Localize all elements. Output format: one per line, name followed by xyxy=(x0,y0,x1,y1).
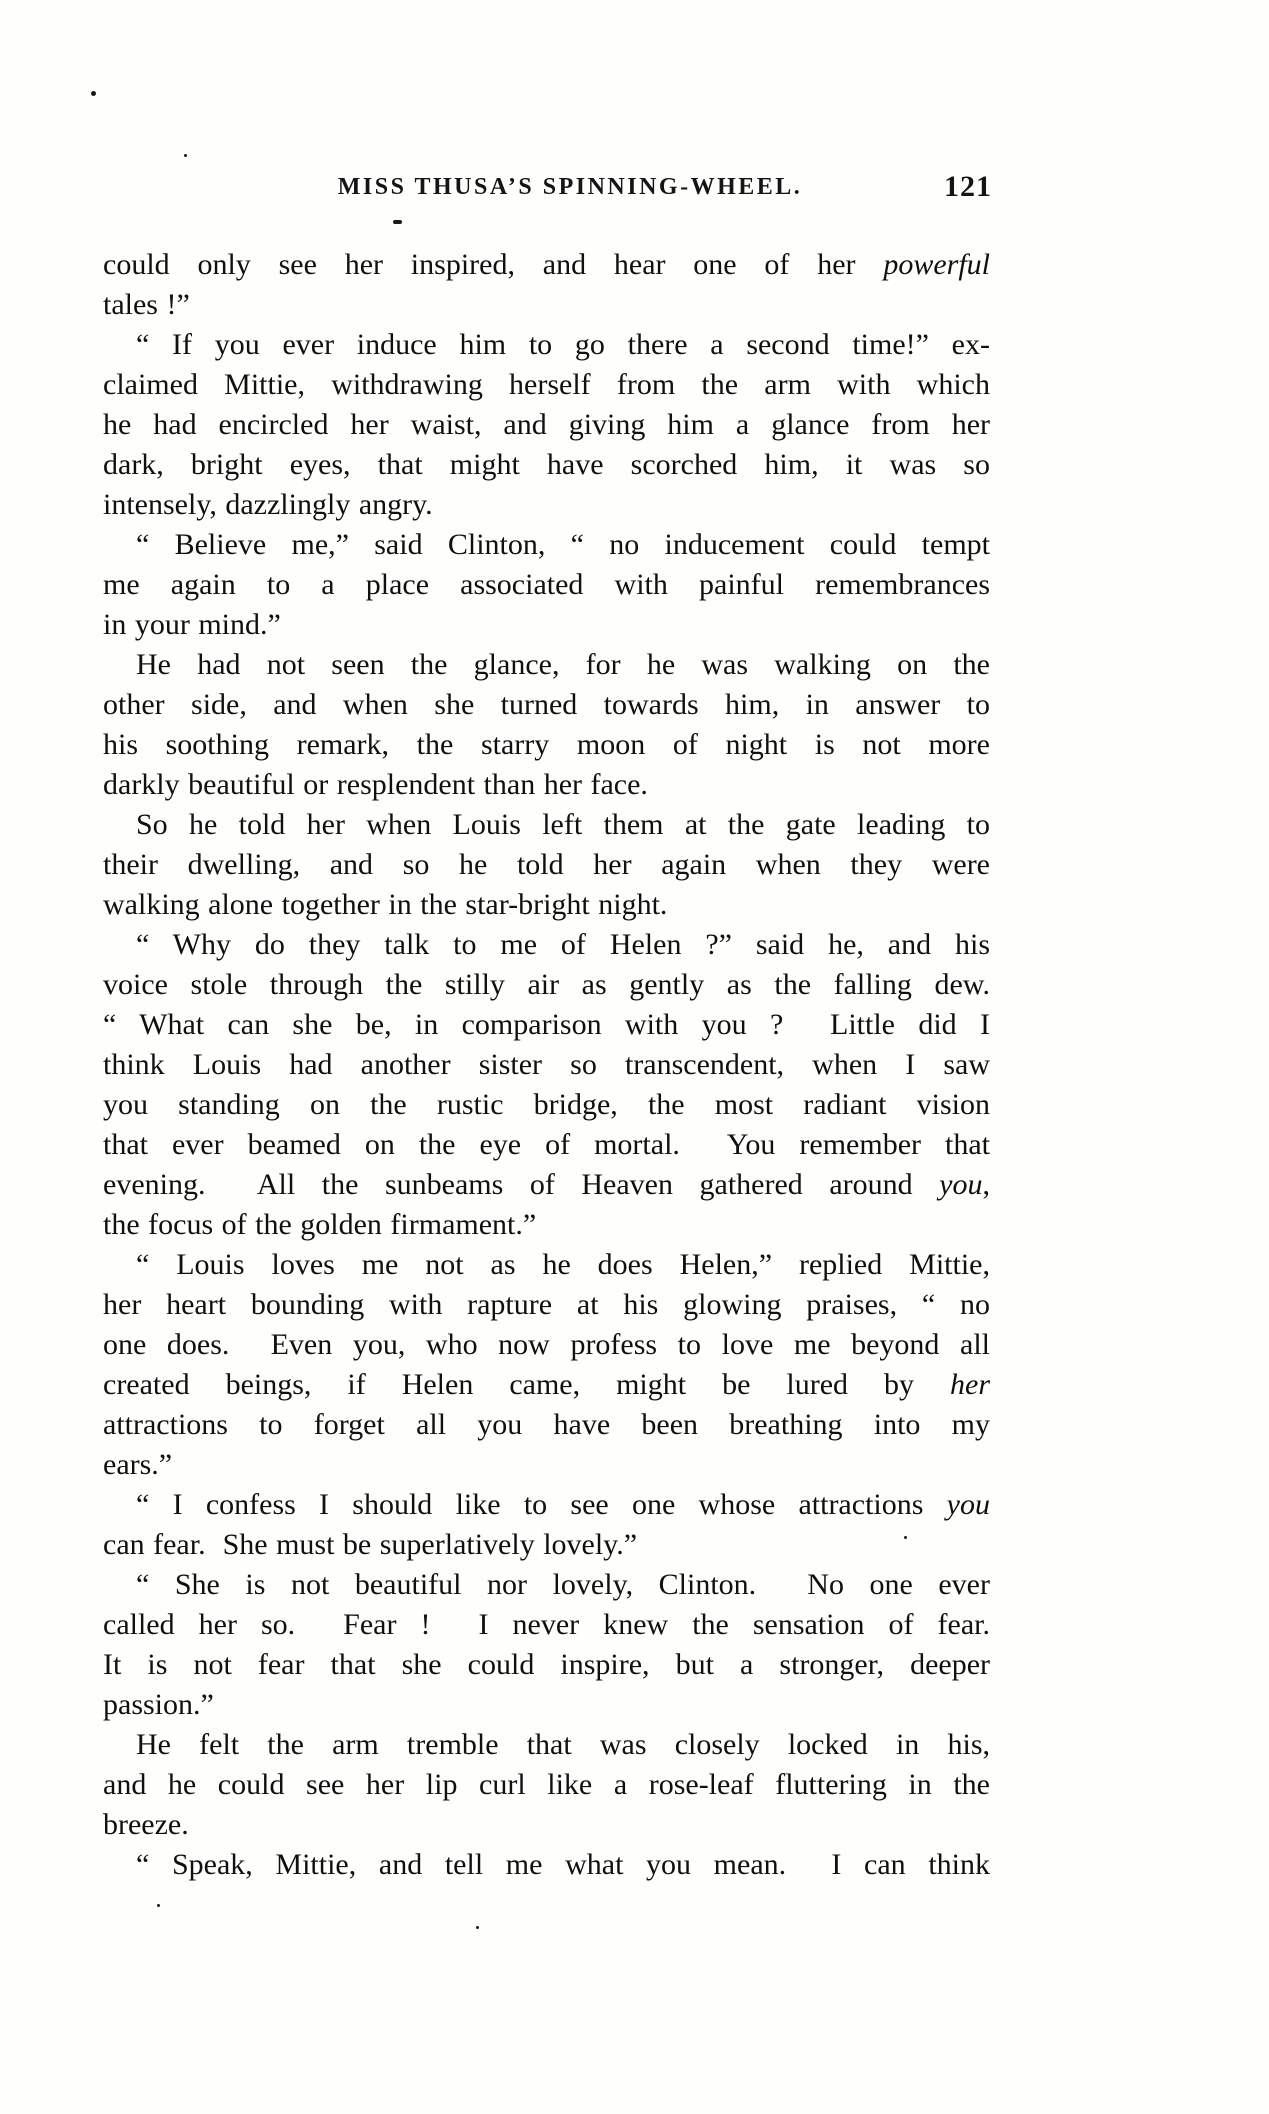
text-line: He felt the arm tremble that was closely locked in his, xyxy=(136,1728,990,1761)
text-line: “ Louis loves me not as he does Helen,” replied Mittie, xyxy=(136,1248,990,1281)
text-line: “ Speak, Mittie, and tell me what you mean. I can think xyxy=(136,1848,990,1881)
text-line: that ever beamed on the eye of mortal. You remember that xyxy=(103,1128,990,1161)
text-line: called her so. Fear ! I never knew the sensation of fear. xyxy=(103,1608,990,1641)
text-line: walking alone together in the star-bright night. xyxy=(103,888,668,921)
text-line: his soothing remark, the starry moon of night is not more xyxy=(103,728,990,761)
text-line: evening. All the sunbeams of Heaven gathered around you, xyxy=(103,1168,990,1201)
text-line: you standing on the rustic bridge, the most radiant vision xyxy=(103,1088,990,1121)
paragraph xyxy=(103,1845,990,1885)
text-line: created beings, if Helen came, might be lured by her xyxy=(103,1368,990,1401)
text-line: can fear. She must be superlatively lovely.” xyxy=(103,1528,638,1561)
running-header xyxy=(103,170,992,214)
text-line: “ I confess I should like to see one whose attractions you xyxy=(136,1488,990,1521)
text-line: darkly beautiful or resplendent than her face. xyxy=(103,768,648,801)
page-title: MISS THUSA’S SPINNING-WHEEL. xyxy=(337,174,803,200)
text-line: their dwelling, and so he told her again when they were xyxy=(103,848,990,881)
paragraph xyxy=(103,1485,990,1565)
text-line: breeze. xyxy=(103,1808,189,1841)
paragraph xyxy=(103,805,990,925)
scan-speck xyxy=(393,220,402,224)
text-line: So he told her when Louis left them at the gate leading to xyxy=(136,808,990,841)
paragraph xyxy=(103,525,990,645)
text-line: the focus of the golden firmament.” xyxy=(103,1208,537,1241)
text-line: “ Believe me,” said Clinton, “ no inducement could tempt xyxy=(136,528,990,561)
text-line: It is not fear that she could inspire, but a stronger, deeper xyxy=(103,1648,990,1681)
text-line: could only see her inspired, and hear one of her powerful xyxy=(103,248,990,281)
scan-speck xyxy=(184,154,187,157)
text-line: he had encircled her waist, and giving him a glance from her xyxy=(103,408,990,441)
text-line: intensely, dazzlingly angry. xyxy=(103,488,433,521)
text-line: He had not seen the glance, for he was walking on the xyxy=(136,648,990,681)
text-line: one does. Even you, who now profess to love me beyond all xyxy=(103,1328,990,1361)
text-line: ears.” xyxy=(103,1448,173,1481)
paragraph xyxy=(103,925,990,1245)
paragraph xyxy=(103,1245,990,1485)
text-line: and he could see her lip curl like a rose-leaf fluttering in the xyxy=(103,1768,990,1801)
text-line: “ If you ever induce him to go there a second time!” ex- xyxy=(136,328,990,361)
text-body xyxy=(103,245,990,1885)
paragraph xyxy=(103,1725,990,1845)
text-line: dark, bright eyes, that might have scorched him, it was so xyxy=(103,448,990,481)
page-number: 121 xyxy=(944,170,992,203)
text-line: “ Why do they talk to me of Helen ?” said he, and his xyxy=(136,928,990,961)
text-line: passion.” xyxy=(103,1688,214,1721)
paragraph xyxy=(103,325,990,525)
text-line: her heart bounding with rapture at his glowing praises, “ no xyxy=(103,1288,990,1321)
scan-speck xyxy=(91,91,96,96)
text-line: in your mind.” xyxy=(103,608,281,641)
text-line: voice stole through the stilly air as gently as the falling dew. xyxy=(103,968,990,1001)
scan-speck xyxy=(476,1926,479,1929)
paragraph xyxy=(103,245,990,325)
paragraph xyxy=(103,1565,990,1725)
scan-speck xyxy=(157,1904,160,1907)
text-line: attractions to forget all you have been breathing into my xyxy=(103,1408,990,1441)
text-line: tales !” xyxy=(103,288,190,321)
text-line: claimed Mittie, withdrawing herself from the arm with which xyxy=(103,368,990,401)
text-line: think Louis had another sister so transcendent, when I saw xyxy=(103,1048,990,1081)
text-line: other side, and when she turned towards him, in answer to xyxy=(103,688,990,721)
text-line: me again to a place associated with painful remembrances xyxy=(103,568,990,601)
text-line: “ What can she be, in comparison with you ? Little did I xyxy=(103,1008,990,1041)
text-line: “ She is not beautiful nor lovely, Clinton. No one ever xyxy=(136,1568,990,1601)
paragraph xyxy=(103,645,990,805)
